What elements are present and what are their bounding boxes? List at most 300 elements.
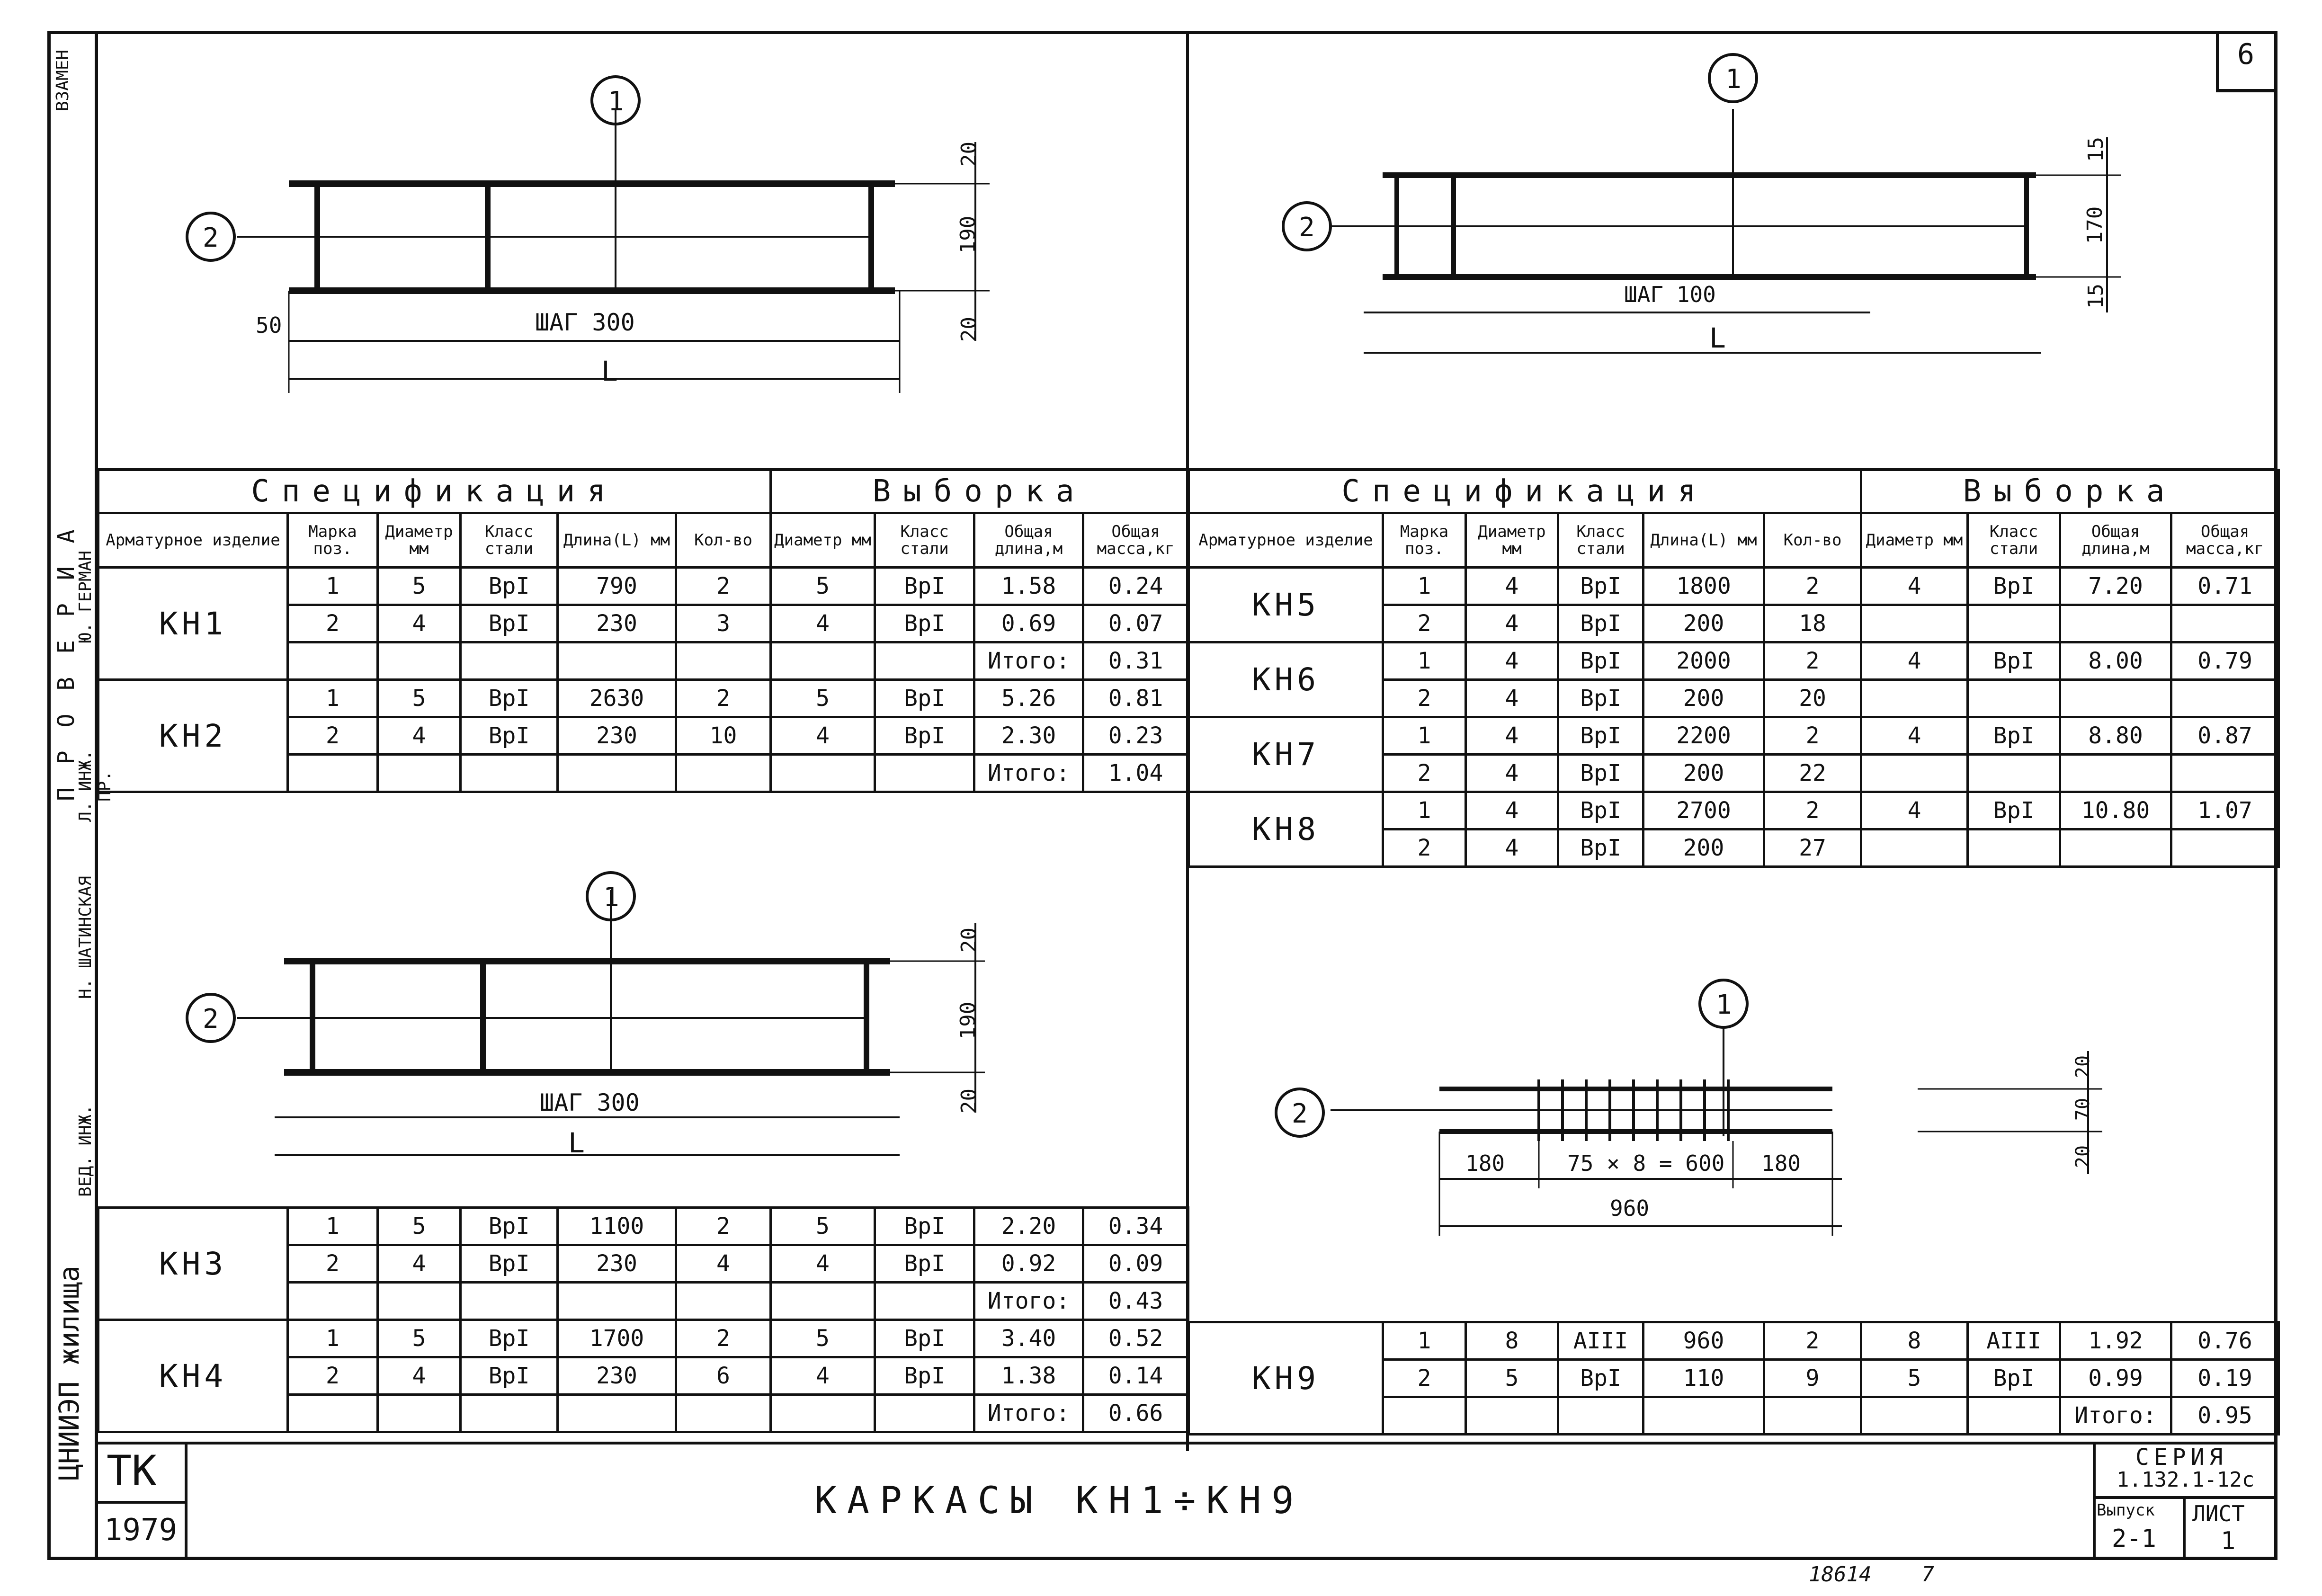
table-cell: BpI	[875, 1357, 974, 1395]
table-cell: 5	[378, 568, 461, 605]
table-cell: 0.52	[1083, 1320, 1188, 1357]
table-cell	[1466, 1397, 1558, 1435]
table-cell	[676, 755, 771, 792]
spec-table-bottom-left	[97, 1206, 1189, 1433]
table-cell: 8.80	[2060, 717, 2171, 755]
table-cell: 2	[1383, 1360, 1466, 1397]
tbody-bottom-right	[1189, 1322, 2279, 1435]
table-cell: BpI	[461, 1320, 558, 1357]
table-cell	[2171, 680, 2279, 717]
table-cell: 0.95	[2171, 1397, 2279, 1435]
table-cell: 20	[1764, 680, 1861, 717]
ml-pos2: 2	[203, 1004, 219, 1034]
side-checked: П Р О В Е Р И А	[53, 525, 80, 801]
table-cell: 2	[1764, 568, 1861, 605]
table-cell	[771, 1395, 875, 1432]
sheet-value: 1	[2221, 1527, 2236, 1555]
table-cell: 230	[558, 717, 676, 755]
tl-pos2: 2	[203, 223, 219, 253]
title-block-top	[95, 1442, 2277, 1444]
tr-dim-bot: 15	[2083, 284, 2108, 309]
table-cell: 2	[676, 680, 771, 717]
table-cell: 0.09	[1083, 1245, 1188, 1283]
table-cell: 1	[1383, 568, 1466, 605]
mr-dim-top: 20	[2072, 1055, 2094, 1079]
table-cell: 2200	[1643, 717, 1764, 755]
col-pos: Марка поз.	[288, 513, 378, 568]
table-cell	[1383, 1397, 1466, 1435]
table-cell	[1968, 755, 2060, 792]
table-cell: 2	[1383, 829, 1466, 867]
table-row	[98, 1208, 1188, 1245]
table-cell	[2060, 605, 2171, 642]
table-cell: 22	[1764, 755, 1861, 792]
tr-dim-top: 15	[2083, 137, 2108, 162]
table-cell: Итого:	[974, 642, 1083, 680]
table-cell	[2060, 755, 2171, 792]
side-role-2: Л. ИНЖ. ПР.	[76, 750, 115, 822]
table-cell: 0.92	[974, 1245, 1083, 1283]
table-cell: 3	[676, 605, 771, 642]
tr-pos1: 1	[1725, 64, 1742, 95]
table-cell: 1	[288, 568, 378, 605]
table-cell: 2	[288, 1357, 378, 1395]
table-cell: 2	[1383, 680, 1466, 717]
item-mark: КН6	[1189, 642, 1383, 717]
table-cell: BpI	[875, 605, 974, 642]
table-cell	[2171, 755, 2279, 792]
table-cell: BpI	[1968, 1360, 2060, 1397]
table-cell: 4	[771, 605, 875, 642]
tr-len: L	[1709, 322, 1726, 354]
table-cell: 4	[1466, 792, 1558, 829]
table-cell	[1861, 1397, 1968, 1435]
table-cell: BpI	[1558, 792, 1643, 829]
table-cell: 0.66	[1083, 1395, 1188, 1432]
mr-seg2: 75 × 8 = 600	[1567, 1150, 1725, 1176]
col-s-dia: Диаметр мм	[771, 513, 875, 568]
table-cell	[771, 642, 875, 680]
table-cell: 0.34	[1083, 1208, 1188, 1245]
ml-dim-top: 20	[956, 927, 981, 953]
table-cell: 1.92	[2060, 1322, 2171, 1360]
table-cell: 5	[378, 1208, 461, 1245]
table-cell: 18	[1764, 605, 1861, 642]
table-cell: 4	[1466, 717, 1558, 755]
table-cell: 2	[1764, 792, 1861, 829]
table-cell	[2060, 680, 2171, 717]
table-cell	[461, 642, 558, 680]
tl-dim-top: 20	[956, 142, 981, 167]
col-qty: Кол-во	[676, 513, 771, 568]
table-cell	[288, 1283, 378, 1320]
table-cell: 0.23	[1083, 717, 1188, 755]
item-mark: КН2	[98, 680, 288, 792]
table-row	[1189, 568, 2279, 605]
table-cell: 2	[676, 1320, 771, 1357]
table-cell: Итого:	[974, 755, 1083, 792]
table-cell: 2	[1764, 1322, 1861, 1360]
table-cell: BpI	[1968, 717, 2060, 755]
col-s-dia-r: Диаметр мм	[1861, 513, 1968, 568]
table-cell: 0.14	[1083, 1357, 1188, 1395]
table-cell: BpI	[875, 1208, 974, 1245]
spec-title-r: Спецификация	[1189, 470, 1861, 513]
table-cell	[461, 755, 558, 792]
col-length: Длина(L) мм	[558, 513, 676, 568]
table-cell: 4	[676, 1245, 771, 1283]
table-cell: 4	[378, 1245, 461, 1283]
col-class-r: Класс стали	[1558, 513, 1643, 568]
mr-seg3: 180	[1761, 1150, 1801, 1176]
tl-step: ШАГ 300	[535, 309, 635, 336]
table-cell: 2000	[1643, 642, 1764, 680]
item-mark: КН7	[1189, 717, 1383, 792]
table-cell: 1	[1383, 642, 1466, 680]
table-cell: 8	[1466, 1322, 1558, 1360]
ml-step: ШАГ 300	[540, 1089, 640, 1116]
table-cell: 8.00	[2060, 642, 2171, 680]
table-cell	[875, 642, 974, 680]
table-cell: 3.40	[974, 1320, 1083, 1357]
table-cell: 2	[288, 605, 378, 642]
item-mark: КН4	[98, 1320, 288, 1432]
table-cell: 2630	[558, 680, 676, 717]
tl-dim-bot: 20	[956, 317, 981, 342]
table-cell	[1861, 605, 1968, 642]
table-cell	[378, 755, 461, 792]
table-cell: 9	[1764, 1360, 1861, 1397]
table-cell: 5	[771, 680, 875, 717]
sheet-number: 6	[2237, 38, 2255, 71]
table-cell	[771, 755, 875, 792]
tr-pos2: 2	[1299, 212, 1315, 243]
table-cell: BpI	[1968, 642, 2060, 680]
mr-dim-bot: 20	[2072, 1145, 2094, 1168]
col-item-r: Арматурное изделие	[1189, 513, 1383, 568]
spec-title: Спецификация	[98, 470, 771, 513]
table-cell	[1861, 829, 1968, 867]
table-cell: 4	[378, 605, 461, 642]
col-s-class: Класс стали	[875, 513, 974, 568]
table-cell	[558, 642, 676, 680]
table-cell	[2171, 605, 2279, 642]
series-value: 1.132.1-12с	[2117, 1468, 2255, 1492]
table-row	[98, 568, 1188, 605]
table-cell: 2.20	[974, 1208, 1083, 1245]
table-cell: BpI	[461, 605, 558, 642]
ml-len: L	[568, 1127, 585, 1159]
table-cell	[2171, 829, 2279, 867]
table-cell: 27	[1764, 829, 1861, 867]
table-cell: BpI	[875, 717, 974, 755]
col-s-class-r: Класс стали	[1968, 513, 2060, 568]
col-length-r: Длина(L) мм	[1643, 513, 1764, 568]
item-mark: КН5	[1189, 568, 1383, 642]
col-class: Класс стали	[461, 513, 558, 568]
table-row	[98, 680, 1188, 717]
table-cell: BpI	[461, 1245, 558, 1283]
table-cell: 0.07	[1083, 605, 1188, 642]
table-cell: BpI	[1968, 792, 2060, 829]
title-block-left-div	[185, 1442, 188, 1560]
table-cell: 4	[1466, 680, 1558, 717]
table-cell: BpI	[461, 680, 558, 717]
table-row	[1189, 1322, 2279, 1360]
table-cell: 1	[1383, 792, 1466, 829]
tr-step: ШАГ 100	[1624, 282, 1716, 307]
table-cell: 5	[1861, 1360, 1968, 1397]
table-cell: BpI	[1558, 642, 1643, 680]
table-cell: BpI	[1558, 680, 1643, 717]
table-cell: 0.43	[1083, 1283, 1188, 1320]
table-cell: BpI	[1968, 568, 2060, 605]
sample-title-r: Выборка	[1861, 470, 2279, 513]
table-cell	[378, 1283, 461, 1320]
ml-dim-mid: 190	[956, 1001, 981, 1040]
table-cell: 2	[1383, 755, 1466, 792]
table-cell: 960	[1643, 1322, 1764, 1360]
ml-dim-bot: 20	[956, 1088, 981, 1114]
table-cell: 1	[288, 1320, 378, 1357]
table-cell: 4	[1466, 829, 1558, 867]
table-cell: 2	[676, 568, 771, 605]
spec-table-bottom-right	[1188, 1321, 2280, 1436]
side-role-4: ВЕД. ИНЖ.	[76, 1104, 95, 1197]
table-cell	[1968, 680, 2060, 717]
table-cell	[1558, 1397, 1643, 1435]
col-item: Арматурное изделие	[98, 513, 288, 568]
table-cell	[1764, 1397, 1861, 1435]
table-cell: 1	[288, 1208, 378, 1245]
col-s-mass-r: Общая масса,кг	[2171, 513, 2279, 568]
table-cell	[1861, 680, 1968, 717]
table-cell: 2	[1764, 642, 1861, 680]
org-code: ТК	[107, 1446, 157, 1495]
table-cell: 4	[771, 1245, 875, 1283]
tbody-bottom-left	[98, 1208, 1188, 1432]
table-cell: 0.79	[2171, 642, 2279, 680]
table-cell: 5	[771, 568, 875, 605]
table-row	[1189, 642, 2279, 680]
tbody-left	[98, 568, 1188, 792]
table-cell: 200	[1643, 829, 1764, 867]
table-cell	[875, 1283, 974, 1320]
table-cell	[461, 1283, 558, 1320]
table-cell: 0.31	[1083, 642, 1188, 680]
side-role-1: Ю. ГЕРМАН	[76, 550, 95, 643]
series-box-div	[2183, 1496, 2186, 1560]
side-org: ЦНИИЭП жилища	[53, 1266, 85, 1480]
table-cell: 110	[1643, 1360, 1764, 1397]
table-cell: 1700	[558, 1320, 676, 1357]
table-cell: BpI	[875, 1320, 974, 1357]
ml-pos1: 1	[603, 882, 619, 913]
col-dia: Диаметр мм	[378, 513, 461, 568]
table-cell: 7.20	[2060, 568, 2171, 605]
table-cell: 0.24	[1083, 568, 1188, 605]
item-mark: КН9	[1189, 1322, 1383, 1435]
table-cell: 4	[378, 717, 461, 755]
year: 1979	[104, 1513, 178, 1548]
table-cell: AIII	[1968, 1322, 2060, 1360]
table-cell: BpI	[461, 1208, 558, 1245]
table-cell: Итого:	[974, 1395, 1083, 1432]
table-cell: 1.04	[1083, 755, 1188, 792]
table-cell	[558, 1283, 676, 1320]
table-cell: 200	[1643, 755, 1764, 792]
table-cell: 0.99	[2060, 1360, 2171, 1397]
item-mark: КН3	[98, 1208, 288, 1320]
mr-pos2: 2	[1292, 1098, 1308, 1129]
tbody-right	[1189, 568, 2279, 867]
table-cell: 6	[676, 1357, 771, 1395]
table-cell: BpI	[461, 568, 558, 605]
table-cell	[676, 1395, 771, 1432]
table-cell	[676, 1283, 771, 1320]
col-s-len: Общая длина,м	[974, 513, 1083, 568]
table-cell: BpI	[1558, 568, 1643, 605]
table-cell: 5	[771, 1320, 875, 1357]
table-cell: Итого:	[974, 1283, 1083, 1320]
table-cell: 5	[378, 1320, 461, 1357]
table-cell	[875, 755, 974, 792]
table-cell: BpI	[875, 1245, 974, 1283]
tr-dim-mid: 170	[2083, 206, 2108, 244]
col-dia-r: Диаметр мм	[1466, 513, 1558, 568]
table-cell: 5	[771, 1208, 875, 1245]
col-qty-r: Кол-во	[1764, 513, 1861, 568]
side-replace: ВЗАМЕН	[53, 49, 72, 112]
item-mark: КН1	[98, 568, 288, 680]
table-cell: 4	[1861, 568, 1968, 605]
table-cell: 4	[378, 1357, 461, 1395]
table-cell: 790	[558, 568, 676, 605]
col-s-mass: Общая масса,кг	[1083, 513, 1188, 568]
table-cell: 2.30	[974, 717, 1083, 755]
table-cell: 4	[1466, 568, 1558, 605]
table-cell	[771, 1283, 875, 1320]
table-cell: 200	[1643, 605, 1764, 642]
issue-value: 2-1	[2112, 1525, 2156, 1553]
table-cell: 0.19	[2171, 1360, 2279, 1397]
table-cell: 10.80	[2060, 792, 2171, 829]
title-block-left-mid	[95, 1501, 185, 1504]
table-cell	[378, 642, 461, 680]
issue-label: Выпуск	[2097, 1501, 2155, 1520]
table-cell: 1	[288, 680, 378, 717]
table-cell	[1968, 605, 2060, 642]
spec-table-right	[1188, 469, 2280, 868]
table-cell: 230	[558, 605, 676, 642]
table-cell: AIII	[1558, 1322, 1643, 1360]
table-row	[1189, 792, 2279, 829]
footer-note: 18614 7	[1809, 1562, 1934, 1587]
table-cell	[875, 1395, 974, 1432]
table-cell: 2	[288, 717, 378, 755]
table-cell: BpI	[461, 1357, 558, 1395]
table-cell: 4	[771, 1357, 875, 1395]
table-cell: 1	[1383, 717, 1466, 755]
tl-len: L	[601, 355, 618, 387]
table-cell: 5	[378, 680, 461, 717]
table-cell	[1968, 1397, 2060, 1435]
table-cell: 5	[1466, 1360, 1558, 1397]
table-cell: 4	[1466, 755, 1558, 792]
table-cell: 2	[1764, 717, 1861, 755]
spec-table-left	[97, 469, 1189, 793]
table-cell	[676, 642, 771, 680]
mr-dim-mid: 70	[2072, 1097, 2094, 1121]
table-cell: 8	[1861, 1322, 1968, 1360]
table-row	[1189, 717, 2279, 755]
table-cell	[1643, 1397, 1764, 1435]
table-cell: BpI	[461, 717, 558, 755]
table-cell: 10	[676, 717, 771, 755]
table-cell: 0.76	[2171, 1322, 2279, 1360]
mr-pos1: 1	[1716, 990, 1732, 1020]
table-cell: BpI	[1558, 755, 1643, 792]
table-cell	[288, 642, 378, 680]
table-cell: 0.69	[974, 605, 1083, 642]
table-cell	[378, 1395, 461, 1432]
mr-total: 960	[1610, 1195, 1650, 1221]
table-cell: 0.87	[2171, 717, 2279, 755]
sheet-label: ЛИСТ	[2192, 1501, 2245, 1526]
table-row	[98, 1320, 1188, 1357]
tl-pos1: 1	[608, 86, 624, 117]
table-cell	[288, 1395, 378, 1432]
table-cell: 200	[1643, 680, 1764, 717]
tl-dim-mid: 190	[956, 215, 981, 254]
table-cell: 230	[558, 1245, 676, 1283]
table-cell: BpI	[1558, 829, 1643, 867]
table-cell	[1861, 755, 1968, 792]
table-cell: 2	[676, 1208, 771, 1245]
table-cell: BpI	[1558, 717, 1643, 755]
table-cell: 5.26	[974, 680, 1083, 717]
table-cell	[558, 755, 676, 792]
table-cell: 1.58	[974, 568, 1083, 605]
table-cell: 2	[288, 1245, 378, 1283]
table-cell: 0.81	[1083, 680, 1188, 717]
table-cell: BpI	[1558, 1360, 1643, 1397]
table-cell	[2060, 829, 2171, 867]
table-cell: 2	[1383, 605, 1466, 642]
table-cell: 1	[1383, 1322, 1466, 1360]
col-pos-r: Марка поз.	[1383, 513, 1466, 568]
table-cell: 4	[771, 717, 875, 755]
table-cell: 230	[558, 1357, 676, 1395]
table-cell	[558, 1395, 676, 1432]
table-cell: 1.38	[974, 1357, 1083, 1395]
table-cell: 2700	[1643, 792, 1764, 829]
table-cell: 1800	[1643, 568, 1764, 605]
mr-seg1: 180	[1465, 1150, 1505, 1176]
table-cell: BpI	[1558, 605, 1643, 642]
tl-offset: 50	[256, 312, 282, 338]
table-cell: 1.07	[2171, 792, 2279, 829]
table-cell: Итого:	[2060, 1397, 2171, 1435]
table-cell: BpI	[875, 568, 974, 605]
sample-title: Выборка	[771, 470, 1188, 513]
table-cell: BpI	[875, 680, 974, 717]
table-cell: 4	[1861, 792, 1968, 829]
drawing-title: КАРКАСЫ КН1÷КН9	[814, 1480, 1304, 1522]
table-cell	[288, 755, 378, 792]
side-role-3: Н. ШАТИНСКАЯ	[76, 875, 95, 999]
table-cell	[461, 1395, 558, 1432]
